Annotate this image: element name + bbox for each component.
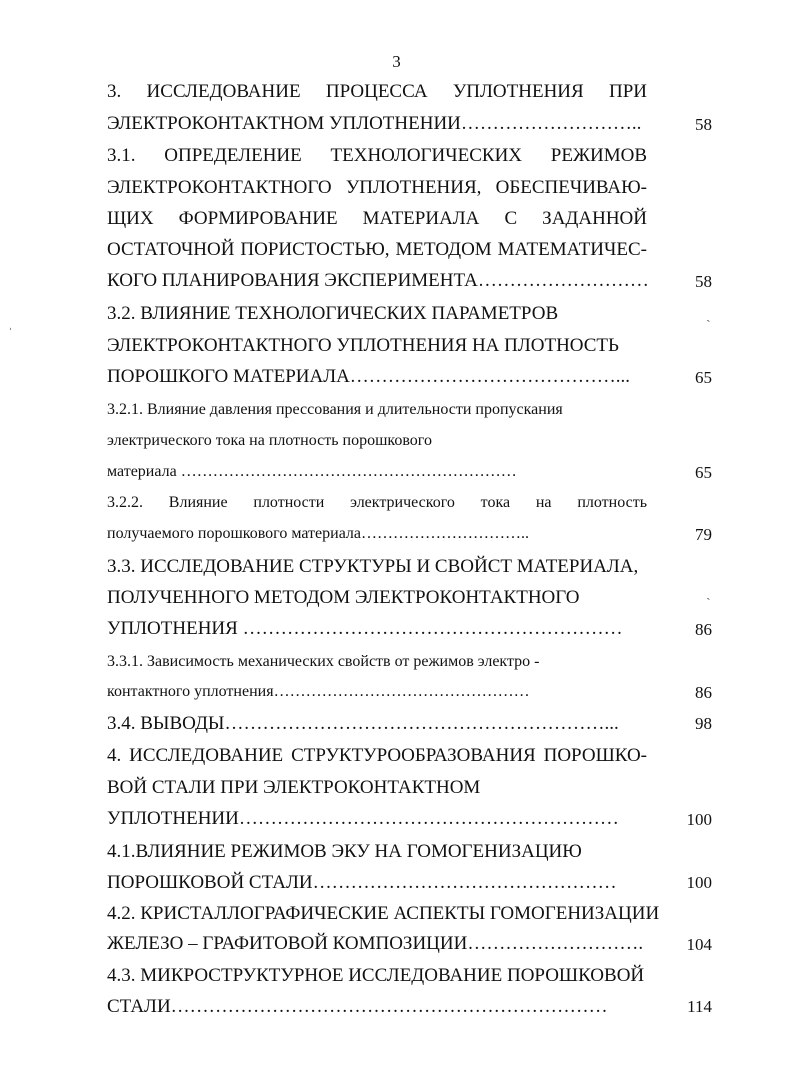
toc-line: ЭЛЕКТРОКОНТАКТНОМ УПЛОТНЕНИИ………………………..	[107, 113, 642, 134]
toc-line: материала ………………………………………………………	[107, 463, 517, 480]
scan-speck: ˏ	[706, 308, 711, 323]
toc-page-ref: 58	[695, 115, 712, 134]
toc-line: 3.3. ИССЛЕДОВАНИЕ СТРУКТУРЫ И СВОЙСТ МАТЕРИАЛА,	[107, 556, 639, 577]
toc-line: ЭЛЕКТРОКОНТАКТНОГО УПЛОТНЕНИЯ НА ПЛОТНОСТЬ	[107, 335, 619, 356]
toc-line: УПЛОТНЕНИИ……………………………………………………	[107, 808, 619, 829]
toc-page-ref: 104	[686, 935, 712, 954]
toc-page-ref: 79	[695, 525, 712, 544]
toc-line: получаемого порошкового материала…………………………..	[107, 525, 530, 542]
toc-line: ПОРОШКОВОЙ СТАЛИ…………………………………………	[107, 872, 617, 893]
toc-line: ЭЛЕКТРОКОНТАКТНОГО УПЛОТНЕНИЯ, ОБЕСПЕЧИВАЮ-	[107, 177, 647, 198]
toc-page-ref: 58	[695, 272, 712, 291]
toc-line: 4.2. КРИСТАЛЛОГРАФИЧЕСКИЕ АСПЕКТЫ ГОМОГЕНИЗАЦИИ	[107, 903, 660, 924]
toc-line: 4. ИССЛЕДОВАНИЕ СТРУКТУРООБРАЗОВАНИЯ ПОРОШКО-	[107, 745, 647, 766]
toc-page-ref: 100	[686, 873, 712, 892]
page-number: 3	[392, 52, 401, 71]
toc-line: УПЛОТНЕНИЯ ……………………………………………………	[107, 618, 623, 639]
toc-page-ref: 86	[695, 683, 712, 702]
toc-line: 3.3.1. Зависимость механических свойств от режимов электро -	[107, 653, 540, 670]
toc-page-ref: 65	[695, 368, 712, 387]
toc-page-ref: 86	[695, 620, 712, 639]
scan-speck: ˌ	[8, 316, 13, 331]
toc-line: ПОРОШКОГО МАТЕРИАЛА……………………………………...	[107, 366, 631, 387]
toc-line: ОСТАТОЧНОЙ ПОРИСТОСТЬЮ, МЕТОДОМ МАТЕМАТИЧЕС-	[107, 239, 647, 260]
toc-line: ВОЙ СТАЛИ ПРИ ЭЛЕКТРОКОНТАКТНОМ	[107, 777, 481, 798]
toc-line: ЖЕЛЕЗО – ГРАФИТОВОЙ КОМПОЗИЦИИ……………………….	[107, 933, 644, 954]
toc-page-ref: 114	[687, 997, 712, 1016]
toc-line: 3.2.1. Влияние давления прессования и длительности пропускания	[107, 401, 563, 418]
toc-line: 3. ИССЛЕДОВАНИЕ ПРОЦЕССА УПЛОТНЕНИЯ ПРИ	[107, 81, 647, 102]
scan-speck: ˏ	[706, 586, 711, 601]
toc-page-ref: 65	[695, 463, 712, 482]
toc-line: 3.1. ОПРЕДЕЛЕНИЕ ТЕХНОЛОГИЧЕСКИХ РЕЖИМОВ	[107, 145, 647, 166]
toc-page-ref: 100	[686, 810, 712, 829]
toc-line: 3.2.2. Влияние плотности электрического тока на плотность	[107, 494, 647, 511]
toc-line: 3.2. ВЛИЯНИЕ ТЕХНОЛОГИЧЕСКИХ ПАРАМЕТРОВ	[107, 303, 559, 324]
toc-line: ПОЛУЧЕННОГО МЕТОДОМ ЭЛЕКТРОКОНТАКТНОГО	[107, 587, 580, 608]
toc-line: СТАЛИ……………………………………………………………	[107, 996, 608, 1017]
toc-line: 3.4. ВЫВОДЫ……………………………………………………...	[107, 713, 619, 734]
toc-line: 4.3. МИКРОСТРУКТУРНОЕ ИССЛЕДОВАНИЕ ПОРОШКОВОЙ	[107, 965, 645, 986]
toc-line: 4.1.ВЛИЯНИЕ РЕЖИМОВ ЭКУ НА ГОМОГЕНИЗАЦИЮ	[107, 841, 582, 862]
toc-line: ЩИХ ФОРМИРОВАНИЕ МАТЕРИАЛА С ЗАДАННОЙ	[107, 208, 647, 229]
toc-page-ref: 98	[695, 714, 712, 733]
toc-line: электрического тока на плотность порошкового	[107, 432, 432, 449]
toc-line: контактного уплотнения…………………………………………	[107, 683, 530, 700]
toc-line: КОГО ПЛАНИРОВАНИЯ ЭКСПЕРИМЕНТА………………………	[107, 270, 649, 291]
